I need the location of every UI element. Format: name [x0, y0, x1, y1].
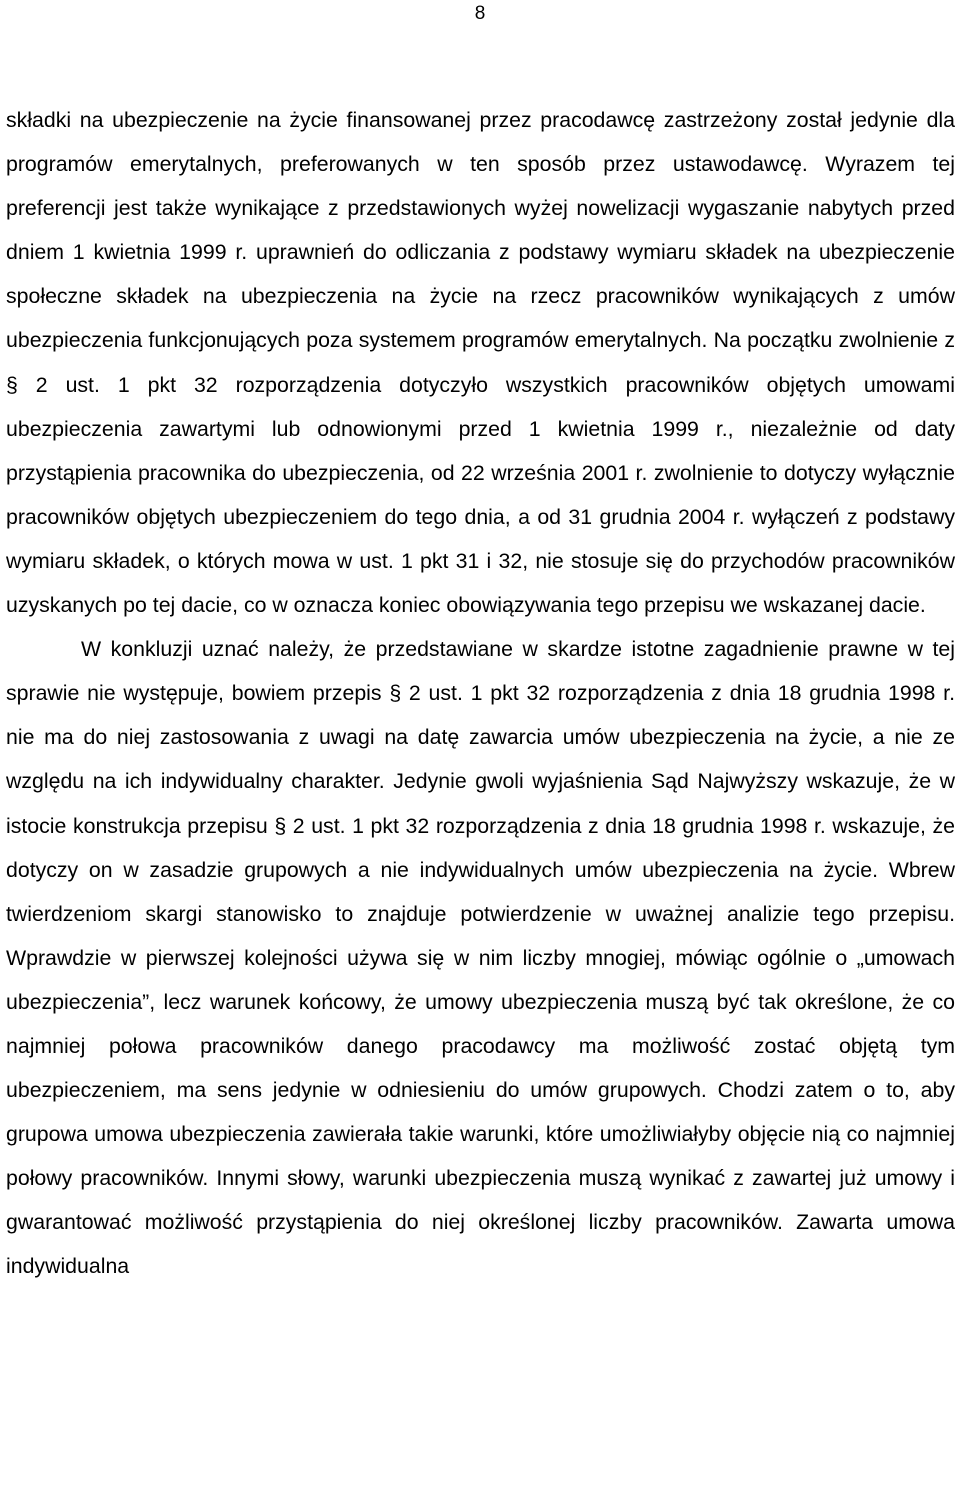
page-number: 8 — [474, 3, 486, 24]
paragraph-1: składki na ubezpieczenie na życie finansowanej przez pracodawcę zastrzeżony został jedynie dla programów emerytalnych, preferowanych w ten sposób przez ustawodawcę. Wyrazem tej preferencji jest także wynikające z przedstawionych wyżej nowelizacji wygaszanie nabytych przed dniem 1 kwietnia 1999 r. uprawnień do odliczania z podstawy wymiaru składek na ubezpieczenie społeczne składek na ubezpieczenia na życie na rzecz pracowników wynikających z umów ubezpieczenia funkcjonujących poza systemem programów emerytalnych. Na początku zwolnienie z § 2 ust. 1 pkt 32 rozporządzenia dotyczyło wszystkich pracowników objętych umowami ubezpieczenia zawartymi lub odnowionymi przed 1 kwietnia 1999 r., niezależnie od daty przystąpienia pracownika do ubezpieczenia, od 22 września 2001 r. zwolnienie to dotyczy wyłącznie pracowników objętych ubezpieczeniem do tego dnia, a od 31 grudnia 2004 r. wyłączeń z podstawy wymiaru składek, o których mowa w ust. 1 pkt 31 i 32, nie stosuje się do przychodów pracowników uzyskanych po tej dacie, co w oznacza koniec obowiązywania tego przepisu we wskazanej dacie. — [6, 108, 955, 618]
body-text — [6, 98, 955, 1289]
paragraph-2: W konkluzji uznać należy, że przedstawiane w skardze istotne zagadnienie prawne w tej sprawie nie występuje, bowiem przepis § 2 ust. 1 pkt 32 rozporządzenia z dnia 18 grudnia 1998 r. nie ma do niej zastosowania z uwagi na datę zawarcia umów ubezpieczenia na życie, a nie ze względu na ich indywidualny charakter. Jedynie gwoli wyjaśnienia Sąd Najwyższy wskazuje, że w istocie konstrukcja przepisu § 2 ust. 1 pkt 32 rozporządzenia z dnia 18 grudnia 1998 r. wskazuje, że dotyczy on w zasadzie grupowych a nie indywidualnych umów ubezpieczenia na życie. Wbrew twierdzeniom skargi stanowisko to znajduje potwierdzenie w uważnej analizie tego przepisu. Wprawdzie w pierwszej kolejności używa się w nim liczby mnogiej, mówiąc ogólnie o „umowach ubezpieczenia”, lecz warunek końcowy, że umowy ubezpieczenia muszą być tak określone, że co najmniej połowa pracowników danego pracodawcy ma możliwość zostać objętą tym ubezpieczeniem, ma sens jedynie w odniesieniu do umów grupowych. Chodzi zatem o to, aby grupowa umowa ubezpieczenia zawierała takie warunki, które umożliwiałyby objęcie nią co najmniej połowy pracowników. Innymi słowy, warunki ubezpieczenia muszą wynikać z zawartej już umowy i gwarantować możliwość przystąpienia do niej określonej liczby pracowników. Zawarta umowa indywidualna — [6, 637, 955, 1279]
